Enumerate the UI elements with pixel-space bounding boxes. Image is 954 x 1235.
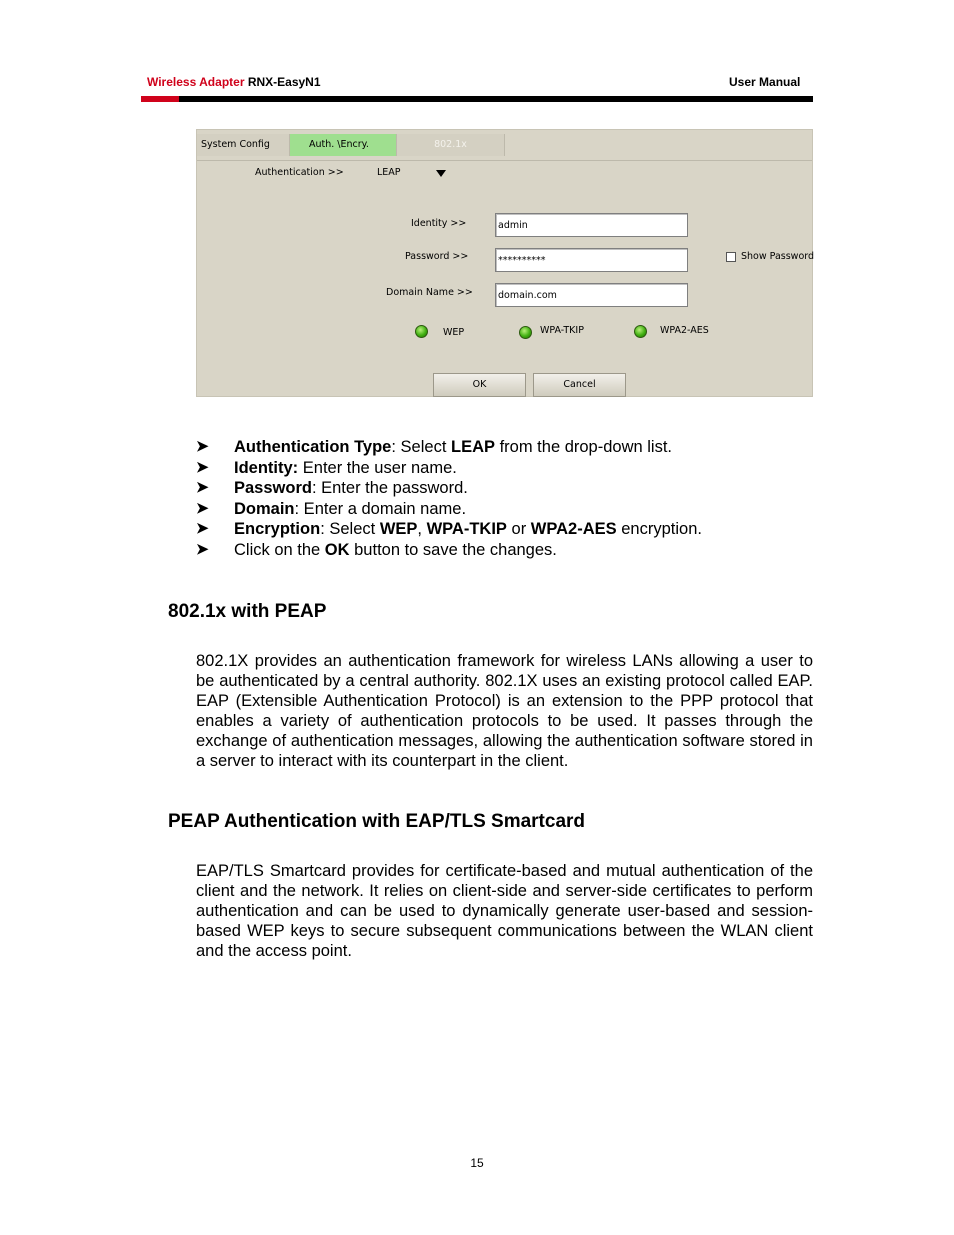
wpa-tkip-radio[interactable] bbox=[519, 326, 532, 339]
tab-system-config[interactable]: System Config bbox=[197, 134, 290, 156]
wpa2-aes-label: WPA2-AES bbox=[660, 325, 709, 336]
header-doc-type: User Manual bbox=[729, 75, 801, 89]
arrow-bullet-icon: ➤ bbox=[196, 499, 209, 517]
wep-radio[interactable] bbox=[415, 325, 428, 338]
list-item: ➤ Password: Enter the password. bbox=[196, 479, 468, 497]
wpa2-aes-radio[interactable] bbox=[634, 325, 647, 338]
wpa-tkip-label: WPA-TKIP bbox=[540, 325, 584, 336]
wep-label: WEP bbox=[443, 327, 465, 338]
section-body-peap: 802.1X provides an authentication framework for wireless LANs allowing a user to be authenticated by a central authority. 802.1X uses an existing protocol called EAP. EAP (Extensible Authentication Protocol) is an extension to the PPP protocol that enables a variety of authentication protocols to be used. It passes through the exchange of authentication messages, allowing the authentication software stored in a server to interact with its counterpart in the client. bbox=[196, 652, 813, 770]
header-product-prefix: Wireless Adapter bbox=[147, 75, 245, 89]
password-label: Password >> bbox=[405, 251, 469, 262]
arrow-bullet-icon: ➤ bbox=[196, 479, 209, 496]
tab-divider bbox=[197, 160, 812, 161]
page-number: 15 bbox=[470, 1156, 484, 1170]
arrow-bullet-icon: ➤ bbox=[196, 520, 209, 537]
list-item: ➤ Identity: Enter the user name. bbox=[196, 458, 457, 477]
list-item: ➤ Domain: Enter a domain name. bbox=[196, 499, 467, 518]
show-password-label: Show Password bbox=[741, 251, 815, 262]
domain-name-label: Domain Name >> bbox=[386, 287, 473, 298]
password-input[interactable] bbox=[495, 248, 688, 272]
arrow-bullet-icon: ➤ bbox=[196, 540, 209, 558]
identity-input[interactable] bbox=[495, 213, 688, 237]
show-password-checkbox[interactable] bbox=[726, 252, 736, 262]
tab-auth-encry[interactable]: Auth. \Encry. bbox=[290, 134, 397, 156]
arrow-bullet-icon: ➤ bbox=[196, 438, 209, 455]
section-heading-peap: 802.1x with PEAP bbox=[168, 601, 327, 622]
domain-name-input[interactable] bbox=[495, 283, 688, 307]
instruction-list bbox=[196, 437, 702, 560]
header-product bbox=[147, 75, 321, 89]
arrow-bullet-icon: ➤ bbox=[196, 458, 209, 476]
dialog-screenshot bbox=[196, 129, 813, 397]
list-item: ➤ Click on the OK button to save the changes. bbox=[196, 540, 557, 559]
list-item: ➤ Encryption: Select WEP, WPA-TKIP or WPA2-AES encryption. bbox=[196, 520, 702, 538]
dialog-tabs bbox=[197, 134, 812, 157]
authentication-label: Authentication >> bbox=[255, 167, 344, 178]
tab-8021x[interactable]: 802.1x bbox=[397, 134, 505, 156]
header-rule bbox=[141, 96, 813, 102]
cancel-button[interactable]: Cancel bbox=[533, 373, 626, 397]
header-product-model: RNX-EasyN1 bbox=[247, 75, 321, 89]
authentication-select[interactable]: LEAP bbox=[377, 167, 401, 178]
list-item: ➤ Authentication Type: Select LEAP from the drop-down list. bbox=[196, 438, 673, 456]
header-rule-accent bbox=[141, 96, 179, 102]
identity-label: Identity >> bbox=[411, 218, 467, 229]
section-body-eap-tls: EAP/TLS Smartcard provides for certificate-based and mutual authentication of the client and the network. It relies on client-side and server-side certificates to perform authentication and can be used to dynamically generate user-based and session-based WEP keys to secure subsequent communications between the WLAN client and the access point. bbox=[196, 862, 813, 960]
section-heading-eap-tls: PEAP Authentication with EAP/TLS Smartcard bbox=[168, 811, 586, 832]
ok-button[interactable]: OK bbox=[433, 373, 526, 397]
chevron-down-icon[interactable] bbox=[436, 170, 446, 177]
